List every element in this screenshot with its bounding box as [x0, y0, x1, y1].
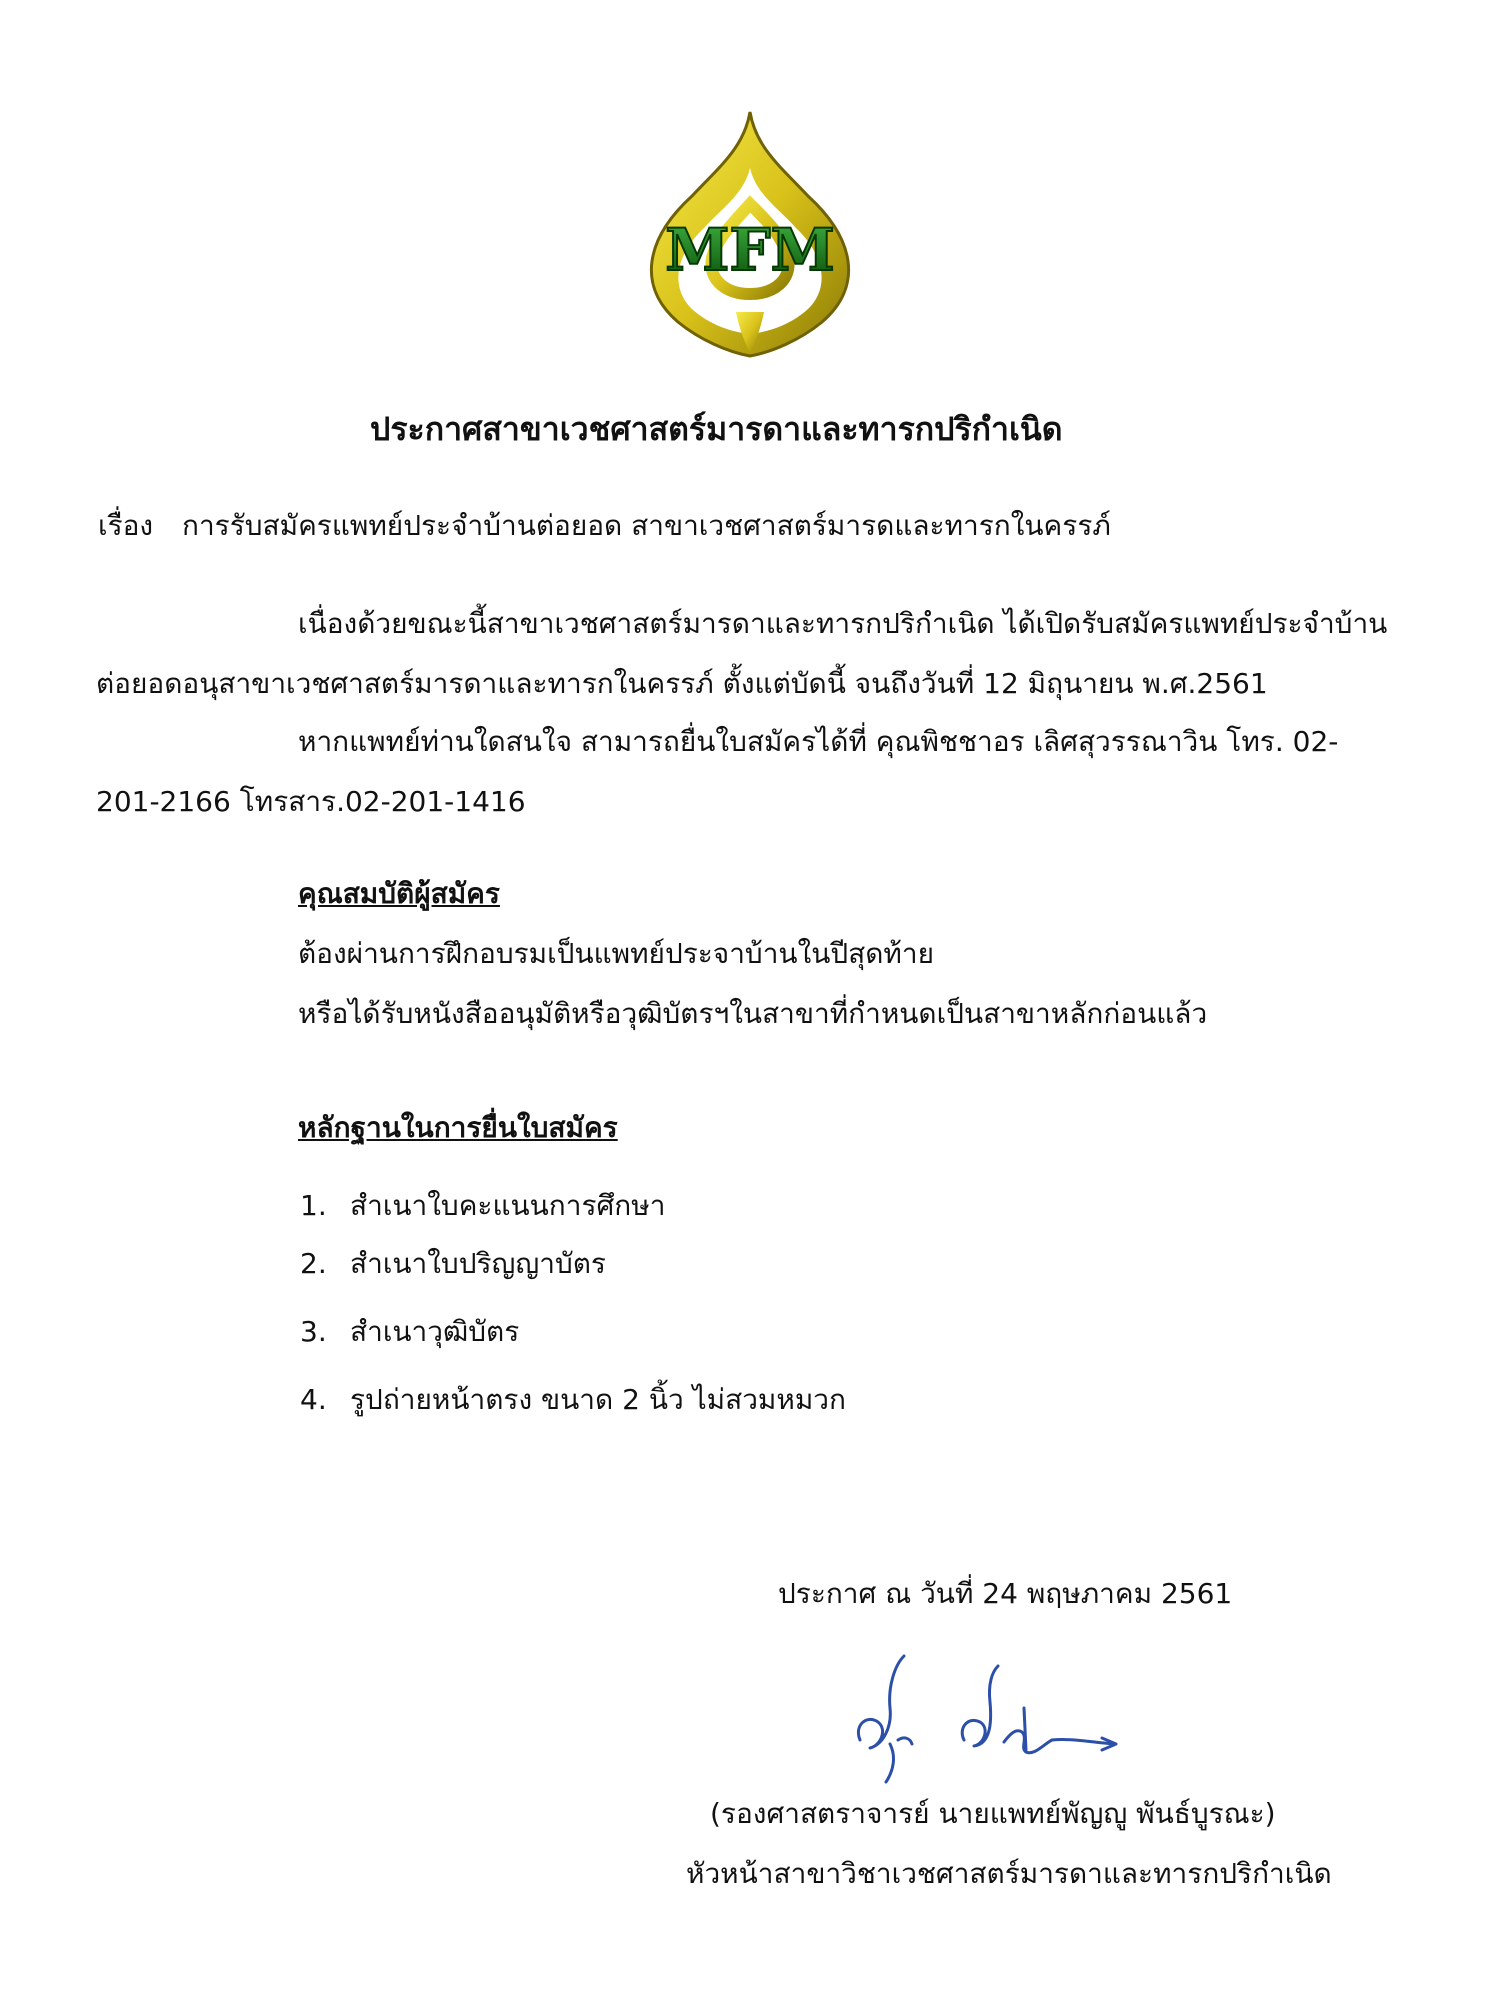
qualifications-line-2: หรือได้รับหนังสืออนุมัติหรือวุฒิบัตรฯในสาขาที่กำหนดเป็นสาขาหลักก่อนแล้ว [298, 997, 1208, 1030]
documents-heading: หลักฐานในการยื่นใบสมัคร [298, 1111, 618, 1144]
qualifications-heading: คุณสมบัติผู้สมัคร [298, 877, 500, 910]
list-item-number: 2. [300, 1247, 327, 1280]
body-paragraph-1-line-2: ต่อยอดอนุสาขาเวชศาสตร์มารดาและทารกในครรภ์ ตั้งแต่บัดนี้ จนถึงวันที่ 12 มิถุนายน พ.ศ.2561 [96, 667, 1268, 700]
signature-image [840, 1648, 1130, 1788]
list-item: สำเนาใบปริญญาบัตร [350, 1247, 606, 1280]
list-item: รูปถ่ายหน้าตรง ขนาด 2 นิ้ว ไม่สวมหมวก [350, 1383, 846, 1416]
subject-label: เรื่อง [98, 509, 154, 542]
list-item: สำเนาวุฒิบัตร [350, 1315, 520, 1348]
subject-text: การรับสมัครแพทย์ประจำบ้านต่อยอด สาขาเวชศาสตร์มารดและทารกในครรภ์ [182, 509, 1111, 542]
list-item-number: 3. [300, 1315, 327, 1348]
announcement-date: ประกาศ ณ วันที่ 24 พฤษภาคม 2561 [778, 1577, 1233, 1610]
qualifications-line-1: ต้องผ่านการฝึกอบรมเป็นแพทย์ประจาบ้านในปีสุดท้าย [298, 937, 935, 970]
body-paragraph-1-line-1: เนื่องด้วยขณะนี้สาขาเวชศาสตร์มารดาและทารกปริกำเนิด ได้เปิดรับสมัครแพทย์ประจำบ้าน [298, 607, 1388, 640]
body-paragraph-2-line-2: 201-2166 โทรสาร.02-201-1416 [96, 785, 526, 818]
svg-text:MFM: MFM [665, 216, 835, 284]
list-item-number: 4. [300, 1383, 327, 1416]
signatory-position: หัวหน้าสาขาวิชาเวชศาสตร์มารดาและทารกปริกำเนิด [686, 1857, 1332, 1890]
list-item: สำเนาใบคะแนนการศึกษา [350, 1189, 666, 1222]
mfm-logo [632, 108, 868, 358]
list-item-number: 1. [300, 1189, 327, 1222]
page-title: ประกาศสาขาเวชศาสตร์มารดาและทารกปริกำเนิด [370, 410, 1063, 448]
body-paragraph-2-line-1: หากแพทย์ท่านใดสนใจ สามารถยื่นใบสมัครได้ที่ คุณพิชชาอร เลิศสุวรรณาวิน โทร. 02- [298, 725, 1339, 758]
signatory-name: (รองศาสตราจารย์ นายแพทย์พัญญู พันธ์บูรณะ) [710, 1797, 1276, 1830]
